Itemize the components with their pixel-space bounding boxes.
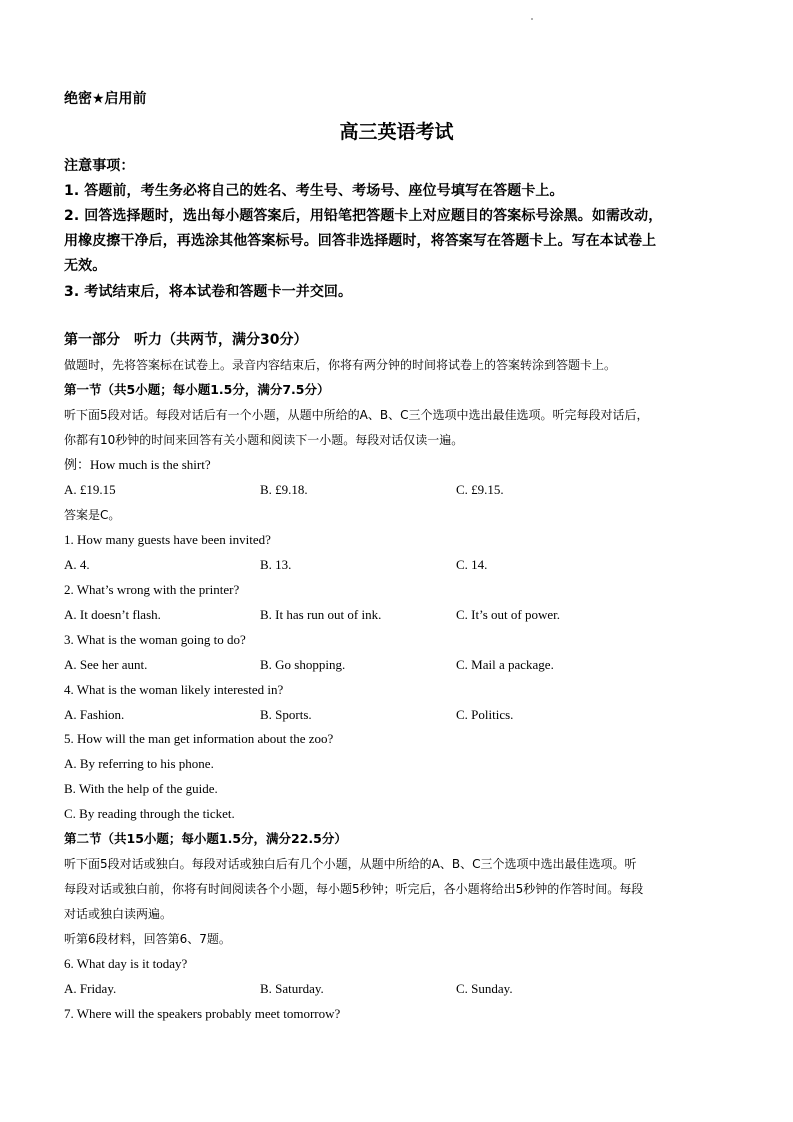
example-answer: 答案是C。 [64,508,121,522]
example-option-c: C. £9.15. [456,482,504,497]
scan-speck [531,18,533,20]
notice-item-2-line-1: 2. 回答选择题时，选出每小题答案后，用铅笔把答题卡上对应题目的答案标号涂黑。如需改动， [64,208,663,224]
section1-intro-line-1: 听下面5段对话。每段对话后有一个小题，从题中所给的A、B、C三个选项中选出最佳选项。听完每段对话后， [64,408,649,422]
confidential-mark: 绝密★启用前 [64,91,147,107]
material-6-instruction: 听第6段材料，回答第6、7题。 [64,932,231,946]
question-6: 6. What day is it today? [64,956,188,971]
question-3: 3. What is the woman going to do? [64,632,246,647]
q1-option-c: C. 14. [456,557,488,572]
section1-intro-line-2: 你都有10秒钟的时间来回答有关小题和阅读下一小题。每段对话仅读一遍。 [64,433,464,447]
question-4: 4. What is the woman likely interested in? [64,682,284,697]
q5-option-c: C. By reading through the ticket. [64,806,235,821]
q3-option-a: A. See her aunt. [64,657,148,672]
q1-option-b: B. 13. [260,557,292,572]
section2-intro-line-2: 每段对话或独白前，你将有时间阅读各个小题，每小题5秒钟；听完后，各小题将给出5秒钟的作答时间。每段 [64,882,644,896]
q1-option-a: A. 4. [64,557,90,572]
question-1: 1. How many guests have been invited? [64,532,271,547]
notice-item-3: 3. 考试结束后，将本试卷和答题卡一并交回。 [64,284,353,300]
q4-option-c: C. Politics. [456,707,514,722]
q2-option-b: B. It has run out of ink. [260,607,382,622]
q4-option-a: A. Fashion. [64,707,125,722]
notice-item-2-line-2: 用橡皮擦干净后，再选涂其他答案标号。回答非选择题时，将答案写在答题卡上。写在本试卷上 [64,233,657,249]
q2-option-c: C. It’s out of power. [456,607,560,622]
question-2: 2. What’s wrong with the printer? [64,582,240,597]
q5-option-b: B. With the help of the guide. [64,781,218,796]
section1-heading: 第一节（共5小题；每小题1.5分，满分7.5分） [64,382,330,397]
section2-heading: 第二节（共15小题；每小题1.5分，满分22.5分） [64,831,347,846]
section2-intro-line-3: 对话或独白读两遍。 [64,907,173,921]
notice-label: 注意事项： [64,158,135,174]
q3-option-b: B. Go shopping. [260,657,346,672]
q3-option-c: C. Mail a package. [456,657,554,672]
q6-option-b: B. Saturday. [260,981,324,996]
q4-option-b: B. Sports. [260,707,312,722]
question-7: 7. Where will the speakers probably meet tomorrow? [64,1006,341,1021]
page-title: 高三英语考试 [339,121,454,143]
section2-intro-line-1: 听下面5段对话或独白。每段对话或独白后有几个小题，从题中所给的A、B、C三个选项中选出最佳选项。听 [64,857,637,871]
q6-option-c: C. Sunday. [456,981,513,996]
example-option-a: A. £19.15 [64,482,116,497]
part1-heading: 第一部分 听力（共两节，满分30分） [64,332,308,348]
question-5: 5. How will the man get information about the zoo? [64,731,334,746]
notice-item-2-line-3: 无效。 [64,258,107,274]
q6-option-a: A. Friday. [64,981,117,996]
part1-intro: 做题时，先将答案标在试卷上。录音内容结束后，你将有两分钟的时间将试卷上的答案转涂到答题卡上。 [64,358,617,372]
q2-option-a: A. It doesn’t flash. [64,607,161,622]
example-option-b: B. £9.18. [260,482,308,497]
example-question: 例：How much is the shirt? [64,457,211,472]
q5-option-a: A. By referring to his phone. [64,756,214,771]
notice-item-1: 1. 答题前，考生务必将自己的姓名、考生号、考场号、座位号填写在答题卡上。 [64,183,564,199]
